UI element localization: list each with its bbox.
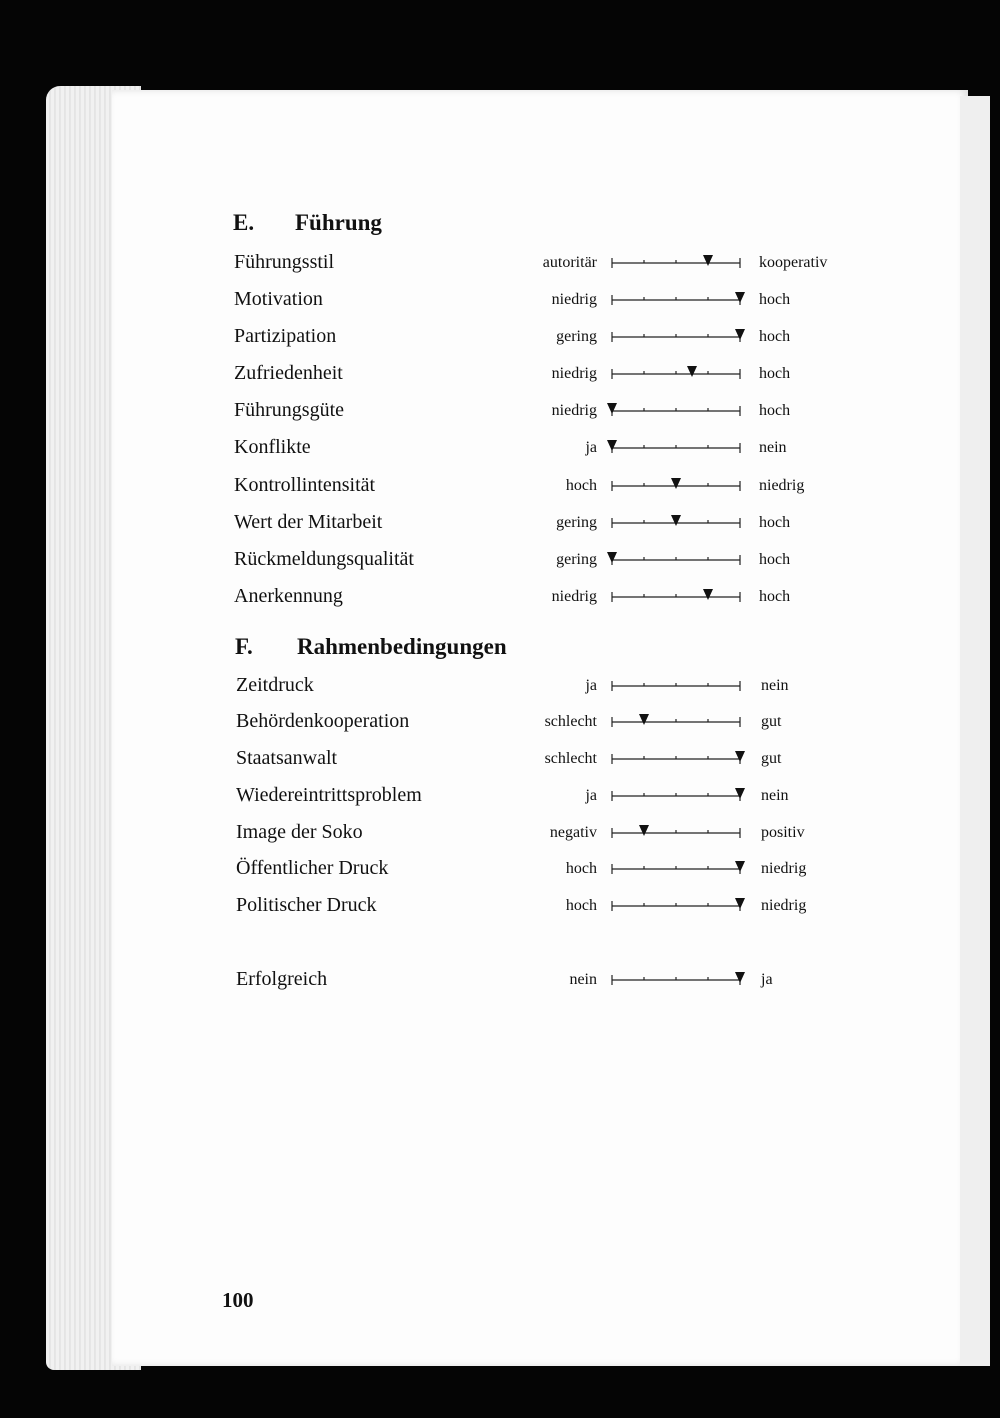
- scale-left-anchor: ja: [585, 787, 597, 804]
- scale-right-anchor: gut: [761, 750, 782, 767]
- rating-row: [0, 674, 1000, 704]
- scale-left-anchor: hoch: [565, 897, 597, 914]
- rating-marker: [735, 292, 745, 303]
- rating-label: Kontrollintensität: [234, 474, 376, 496]
- scale-right-anchor: nein: [759, 439, 787, 456]
- section-f-letter: F.: [235, 634, 253, 659]
- scale-right-anchor: hoch: [759, 588, 791, 605]
- scale-left-anchor: niedrig: [551, 588, 597, 605]
- rating-scale: [608, 859, 748, 881]
- rating-label: Staatsanwalt: [236, 747, 338, 769]
- scale-right-anchor: nein: [761, 787, 789, 804]
- rating-scale: [608, 476, 748, 498]
- scale-right-anchor: niedrig: [759, 477, 805, 494]
- rating-scale: [608, 712, 748, 734]
- rating-label: Rückmeldungsqualität: [234, 548, 414, 570]
- scale-left-anchor: ja: [585, 439, 597, 456]
- rating-marker: [703, 255, 713, 266]
- rating-scale: [608, 327, 748, 349]
- scale-right-anchor: niedrig: [761, 860, 807, 877]
- scale-left-anchor: schlecht: [544, 750, 597, 767]
- rating-marker: [687, 366, 697, 377]
- rating-marker: [671, 515, 681, 526]
- rating-label: Zufriedenheit: [234, 362, 343, 384]
- scale-right-anchor: niedrig: [761, 897, 807, 914]
- rating-row: [0, 894, 1000, 924]
- rating-scale: [608, 896, 748, 918]
- rating-label: Konflikte: [234, 436, 311, 458]
- scale-left-anchor: hoch: [565, 860, 597, 877]
- section-e-heading: [233, 210, 382, 236]
- rating-row: [0, 585, 1000, 615]
- rating-marker: [703, 589, 713, 600]
- section-f-heading: [235, 634, 507, 660]
- summary-row: [0, 968, 1000, 998]
- rating-scale: [608, 550, 748, 572]
- rating-label: Wiedereintrittsproblem: [236, 784, 422, 806]
- rating-row: [0, 747, 1000, 777]
- rating-row: [0, 436, 1000, 466]
- rating-marker: [735, 898, 745, 909]
- rating-row: [0, 784, 1000, 814]
- rating-scale: [608, 401, 748, 423]
- rating-marker: [607, 403, 617, 414]
- rating-scale: [608, 290, 748, 312]
- scale-left-anchor: schlecht: [544, 713, 597, 730]
- rating-label: Führungsstil: [234, 251, 335, 273]
- rating-scale: [608, 438, 748, 460]
- scale-left-anchor: hoch: [565, 477, 597, 494]
- scale-right-anchor: hoch: [759, 551, 791, 568]
- section-e-title: Führung: [295, 210, 382, 235]
- rating-scale: [608, 970, 748, 992]
- rating-marker: [671, 478, 681, 489]
- rating-label: Image der Soko: [236, 821, 363, 843]
- scale-right-anchor: hoch: [759, 328, 791, 345]
- rating-scale: [608, 253, 748, 275]
- rating-marker: [607, 440, 617, 451]
- scale-right-anchor: hoch: [759, 291, 791, 308]
- rating-row: [0, 710, 1000, 740]
- rating-scale: [608, 676, 748, 698]
- rating-label: Behördenkooperation: [236, 710, 410, 732]
- rating-scale: [608, 513, 748, 535]
- rating-row: [0, 511, 1000, 541]
- scale-left-anchor: niedrig: [551, 291, 597, 308]
- rating-row: [0, 362, 1000, 392]
- rating-label: Anerkennung: [234, 585, 343, 607]
- scale-right-anchor: hoch: [759, 365, 791, 382]
- rating-marker: [735, 751, 745, 762]
- rating-marker: [607, 552, 617, 563]
- rating-row: [0, 548, 1000, 578]
- rating-row: [0, 821, 1000, 851]
- rating-scale: [608, 587, 748, 609]
- rating-row: [0, 857, 1000, 887]
- rating-marker: [735, 861, 745, 872]
- scale-left-anchor: ja: [585, 677, 597, 694]
- rating-row: [0, 251, 1000, 281]
- rating-row: [0, 325, 1000, 355]
- rating-row: [0, 474, 1000, 504]
- section-e-letter: E.: [233, 210, 255, 235]
- scale-left-anchor: negativ: [549, 824, 597, 841]
- rating-marker: [639, 714, 649, 725]
- scale-left-anchor: autoritär: [542, 254, 597, 271]
- rating-label: Politischer Druck: [236, 894, 377, 916]
- scale-right-anchor: hoch: [759, 514, 791, 531]
- rating-row: [0, 399, 1000, 429]
- rating-row: [0, 288, 1000, 318]
- scale-left-anchor: niedrig: [551, 402, 597, 419]
- rating-marker: [735, 788, 745, 799]
- rating-label: Führungsgüte: [234, 399, 344, 421]
- scale-right-anchor: gut: [761, 713, 782, 730]
- scale-right-anchor: nein: [761, 677, 789, 694]
- scale-right-anchor: positiv: [761, 824, 805, 841]
- scale-right-anchor: hoch: [759, 402, 791, 419]
- page-number: 100: [222, 1288, 254, 1312]
- scale-left-anchor: nein: [569, 971, 597, 988]
- rating-scale: [608, 823, 748, 845]
- rating-label: Wert der Mitarbeit: [234, 511, 383, 533]
- section-f-title: Rahmenbedingungen: [297, 634, 507, 659]
- rating-label: Partizipation: [234, 325, 337, 347]
- rating-label: Zeitdruck: [236, 674, 314, 696]
- summary-label: Erfolgreich: [236, 968, 328, 990]
- rating-scale: [608, 749, 748, 771]
- rating-scale: [608, 786, 748, 808]
- rating-label: Öffentlicher Druck: [236, 857, 389, 879]
- rating-marker: [639, 825, 649, 836]
- scale-left-anchor: gering: [556, 514, 597, 531]
- scale-right-anchor: kooperativ: [759, 254, 828, 271]
- scale-left-anchor: niedrig: [551, 365, 597, 382]
- rating-label: Motivation: [234, 288, 323, 310]
- rating-marker: [735, 972, 745, 983]
- scale-right-anchor: ja: [761, 971, 773, 988]
- rating-marker: [735, 329, 745, 340]
- scale-left-anchor: gering: [556, 551, 597, 568]
- scale-left-anchor: gering: [556, 328, 597, 345]
- rating-scale: [608, 364, 748, 386]
